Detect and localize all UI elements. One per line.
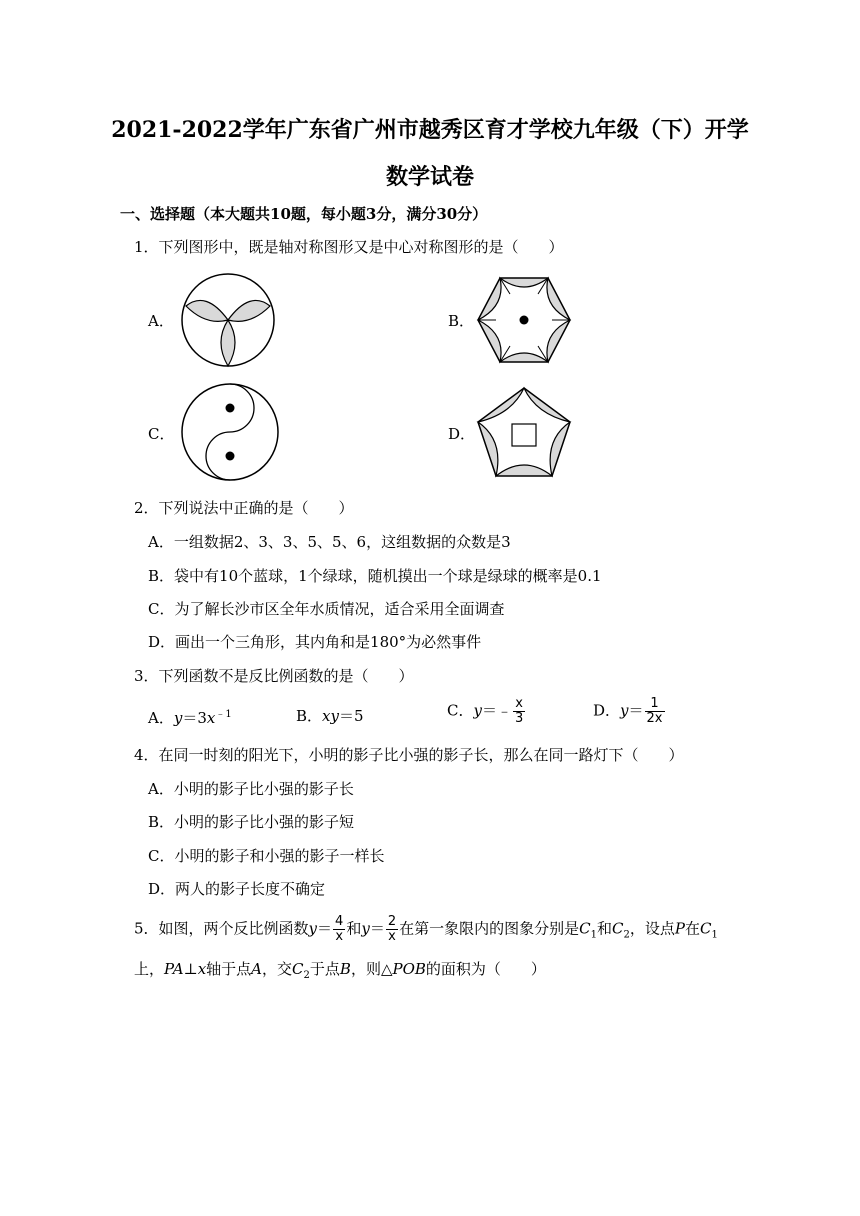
q3-option-b: B．xy＝5 <box>296 707 364 725</box>
question-5-line-2: 上，PA⊥x轴于点A，交$C_2$于点B，则△POB的面积为（ ） <box>134 960 546 981</box>
question-1-stem: 1．下列图形中，既是轴对称图形又是中心对称图形的是（ ） <box>134 238 564 256</box>
page-subtitle: 数学试卷 <box>385 164 474 190</box>
q4-option-a: A．小明的影子比小强的影子长 <box>148 780 354 798</box>
q4-option-c: C．小明的影子和小强的影子一样长 <box>148 847 385 865</box>
question-2-stem: 2．下列说法中正确的是（ ） <box>134 499 354 517</box>
question-3-stem: 3．下列函数不是反比例函数的是（ ） <box>134 667 414 685</box>
page-title: 2021-2022学年广东省广州市越秀区育才学校九年级（下）开学 <box>111 117 749 143</box>
q2-option-c: C．为了解长沙市区全年水质情况，适合采用全面调查 <box>148 600 505 618</box>
q1-label-a: A． <box>148 312 174 330</box>
q1-label-b: B． <box>448 312 475 330</box>
q3-option-c: C．y＝﹣ $\frac{x}{3}$ <box>447 696 524 726</box>
question-5-line-1: 5．如图，两个反比例函数y＝ $\frac{4}{x}$ 和y＝ $\frac{2}{x}$ 在第一象限内的图象分别是$C_1$和$C_2$，设点P在$C_1$ <box>134 914 718 944</box>
q2-option-a: A．一组数据2、3、3、5、5、6，这组数据的众数是3 <box>148 533 511 551</box>
question-4-stem: 4．在同一时刻的阳光下，小明的影子比小强的影子长，那么在同一路灯下（ ） <box>134 746 684 764</box>
q4-option-b: B．小明的影子比小强的影子短 <box>148 813 355 831</box>
section-heading: 一、选择题（本大题共10题，每小题3分，满分30分） <box>120 205 488 223</box>
q4-option-d: D．两人的影子长度不确定 <box>148 880 326 898</box>
q3-option-a: A．$y=3x^{﹣1}$ <box>148 709 232 727</box>
q2-option-d: D．画出一个三角形，其内角和是180°为必然事件 <box>148 633 482 651</box>
q2-option-b: B．袋中有10个蓝球，1个绿球，随机摸出一个球是绿球的概率是0.1 <box>148 567 602 585</box>
q1-figure-a <box>176 270 280 370</box>
q3-option-d: D．y＝ $\frac{1}{2x}$ <box>593 696 663 726</box>
q1-figure-d <box>474 384 574 480</box>
q1-figure-c <box>178 380 282 484</box>
q1-label-d: D． <box>448 425 476 443</box>
q1-figure-b <box>476 272 572 368</box>
q1-label-c: C． <box>148 425 175 443</box>
